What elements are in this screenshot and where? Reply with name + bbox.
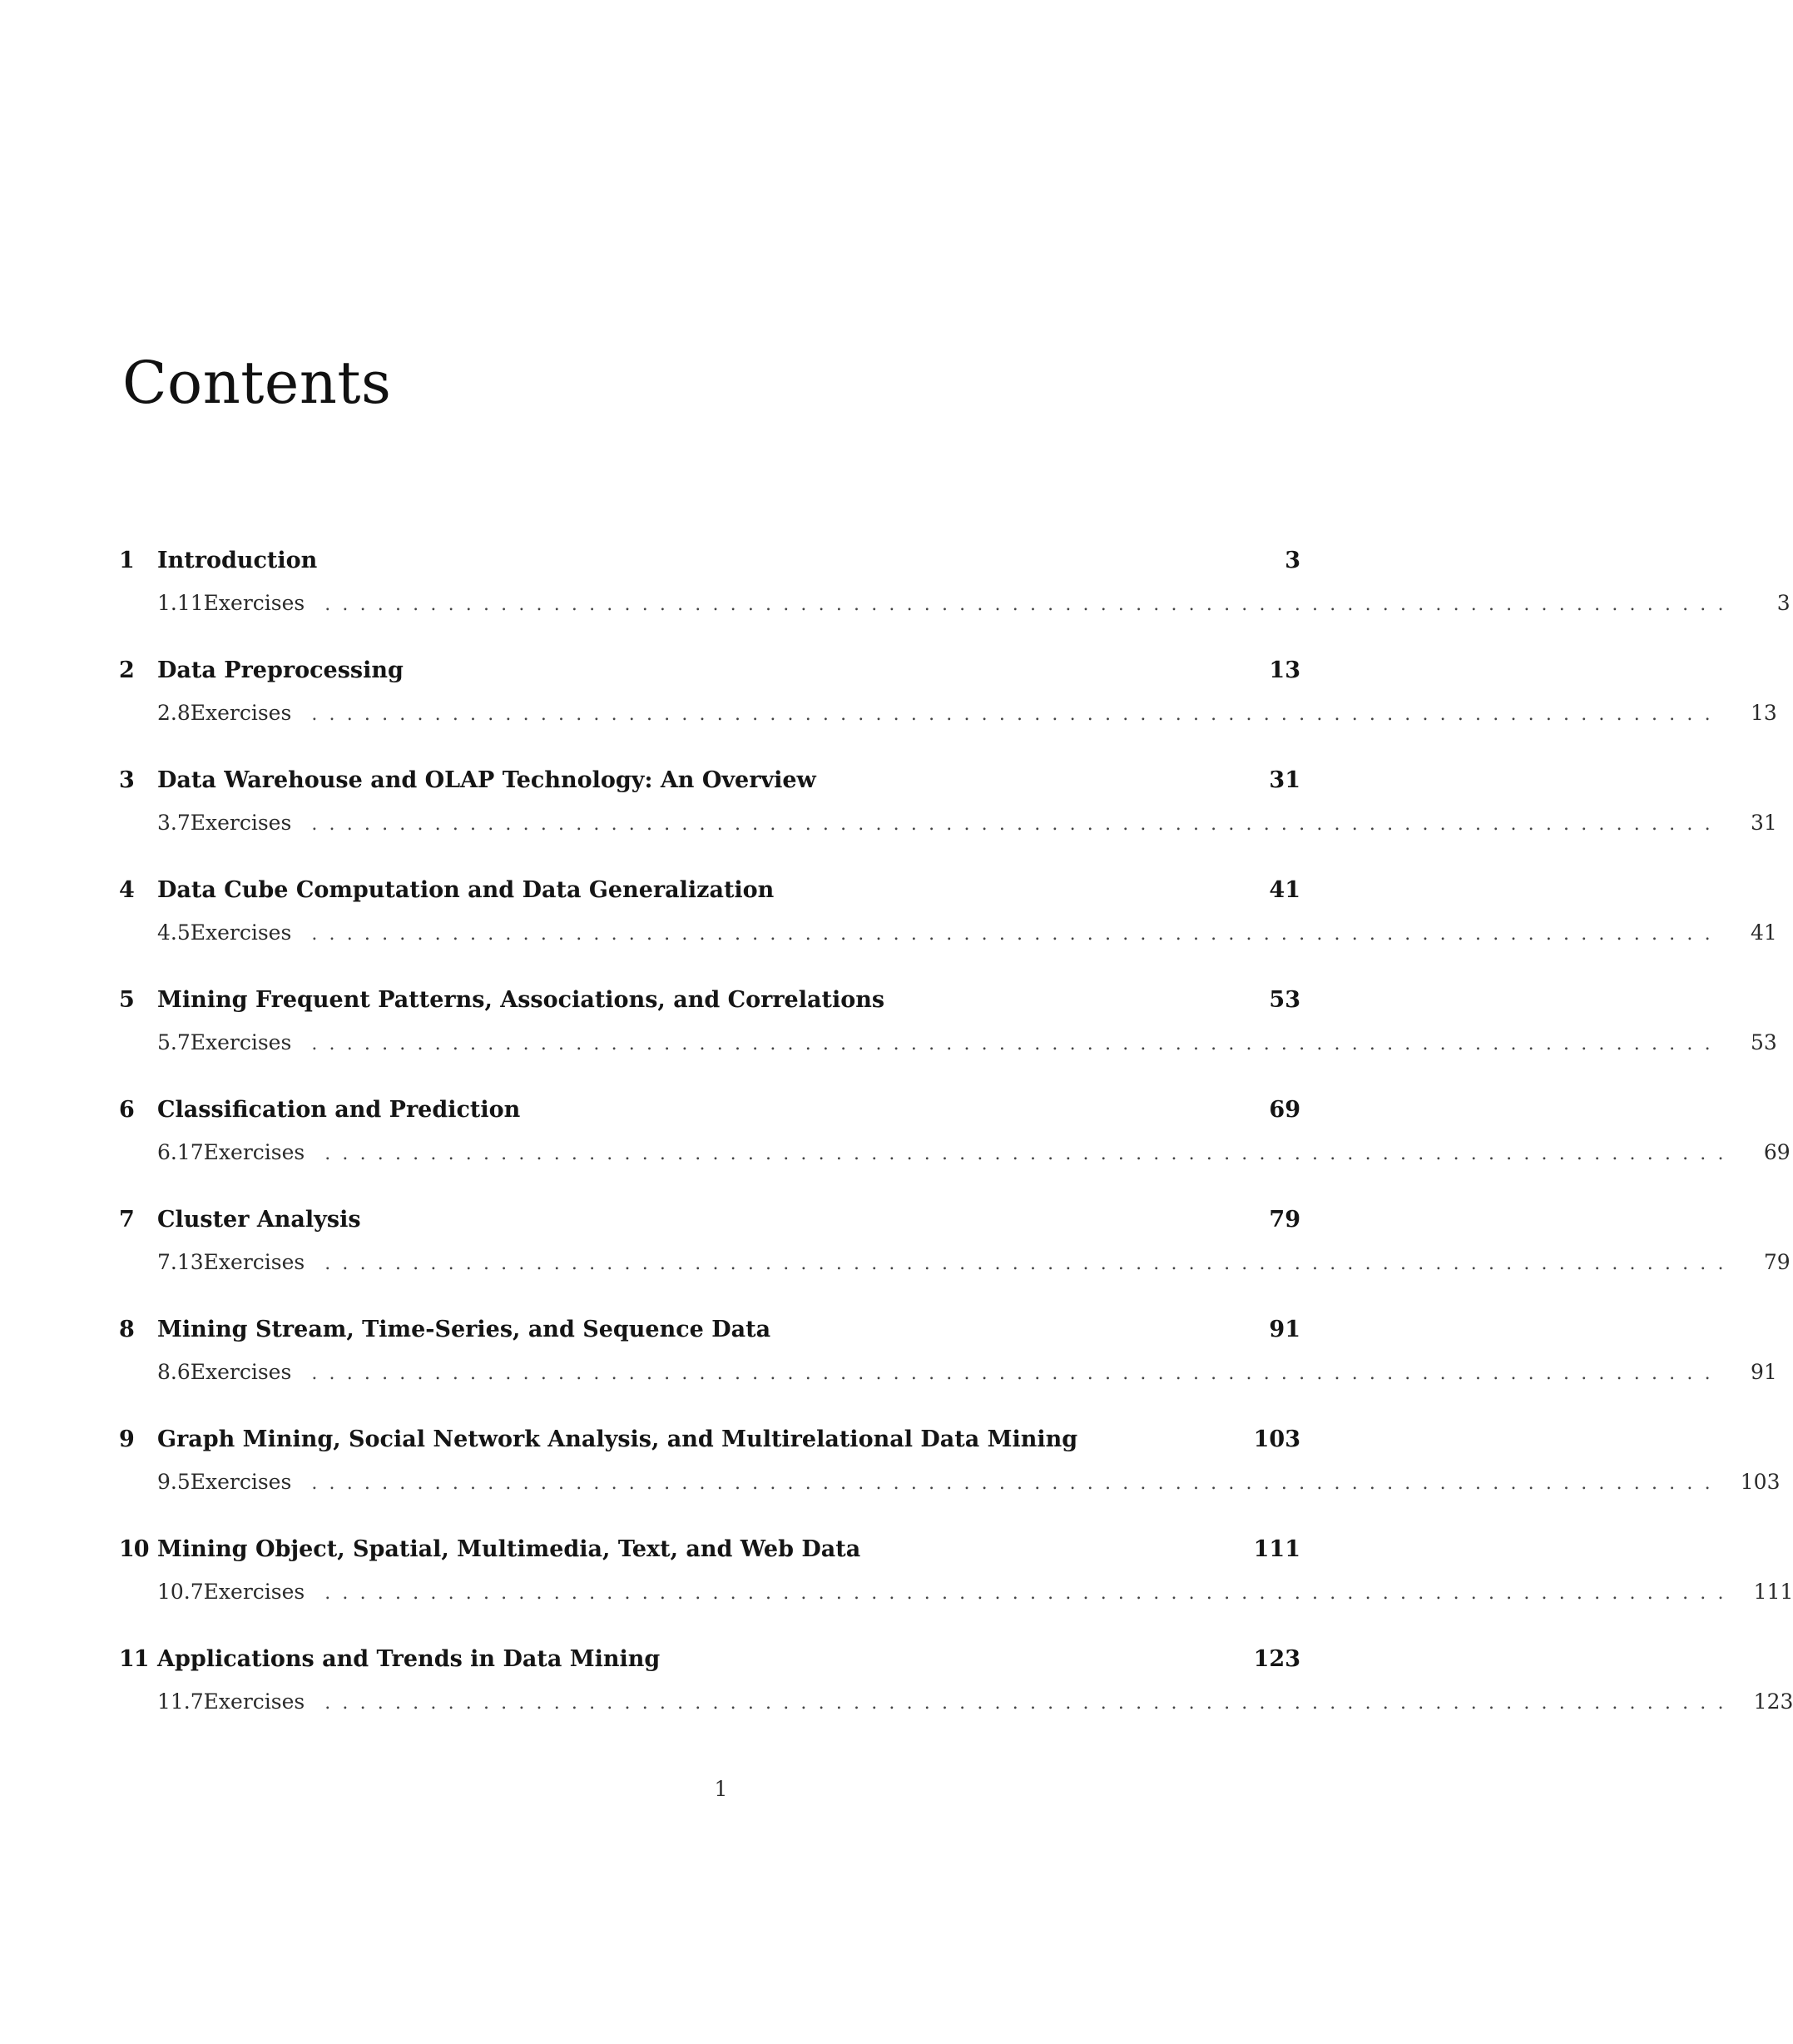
dot-leader: ................................................................................: [311, 1363, 1722, 1384]
dot-leader: ................................................................................: [311, 1034, 1722, 1054]
section-title: Exercises: [203, 591, 305, 615]
chapter-title: Classification and Prediction: [157, 1097, 521, 1123]
chapter-page: 53: [1269, 987, 1300, 1013]
toc-chapter: [119, 767, 1777, 877]
toc-chapter: [119, 1097, 1791, 1207]
chapter-entry[interactable]: [119, 1536, 1300, 1570]
chapter-title: Mining Object, Spatial, Multimedia, Text, and Web Data: [157, 1536, 861, 1562]
chapter-number: 10: [119, 1536, 149, 1562]
section-number: 9.5: [157, 1470, 191, 1494]
section-title: Exercises: [190, 920, 292, 945]
section-page: 31: [1750, 811, 1777, 835]
chapter-page: 79: [1269, 1207, 1300, 1233]
chapter-page: 91: [1269, 1317, 1300, 1342]
toc-chapter: [119, 987, 1777, 1097]
chapter-title: Mining Frequent Patterns, Associations, and Correlations: [157, 987, 885, 1013]
chapter-number: 9: [119, 1426, 135, 1452]
chapter-number: 5: [119, 987, 135, 1013]
section-page: 123: [1753, 1689, 1793, 1714]
toc-chapter: [119, 1207, 1791, 1317]
section-number: 7.13: [157, 1250, 204, 1274]
section-entry[interactable]: [157, 1360, 1777, 1390]
section-number: 10.7: [157, 1580, 204, 1604]
chapter-page: 13: [1269, 657, 1300, 683]
chapter-number: 1: [119, 548, 135, 573]
dot-leader: ................................................................................: [324, 1583, 1736, 1604]
chapter-page: 31: [1269, 767, 1300, 793]
chapter-title: Data Warehouse and OLAP Technology: An Overview: [157, 767, 816, 793]
section-number: 1.11: [157, 591, 204, 615]
section-page: 111: [1753, 1580, 1793, 1604]
chapter-entry[interactable]: [119, 1646, 1300, 1679]
chapter-entry[interactable]: [119, 767, 1300, 801]
chapter-entry[interactable]: [119, 877, 1300, 910]
section-title: Exercises: [190, 811, 292, 835]
section-title: Exercises: [203, 1250, 305, 1274]
section-number: 5.7: [157, 1030, 191, 1054]
section-title: Exercises: [203, 1580, 305, 1604]
section-title: Exercises: [190, 1360, 292, 1384]
section-title: Exercises: [203, 1689, 305, 1714]
chapter-title: Introduction: [157, 548, 318, 573]
section-page: 13: [1750, 701, 1777, 725]
chapter-number: 2: [119, 657, 135, 683]
section-page: 91: [1750, 1360, 1777, 1384]
section-page: 41: [1750, 920, 1777, 945]
section-entry[interactable]: [157, 591, 1791, 621]
section-number: 2.8: [157, 701, 191, 725]
section-page: 69: [1763, 1140, 1791, 1164]
chapter-entry[interactable]: [119, 548, 1300, 581]
section-title: Exercises: [203, 1140, 305, 1164]
section-entry[interactable]: [157, 811, 1777, 841]
toc-chapter: [119, 1646, 1793, 1756]
dot-leader: ................................................................................: [324, 1253, 1736, 1274]
section-entry[interactable]: [157, 1030, 1777, 1060]
section-number: 4.5: [157, 920, 191, 945]
dot-leader: ................................................................................: [324, 1693, 1736, 1714]
section-page: 103: [1740, 1470, 1781, 1494]
dot-leader: ................................................................................: [324, 1144, 1736, 1164]
chapter-number: 3: [119, 767, 135, 793]
chapter-title: Data Preprocessing: [157, 657, 404, 683]
chapter-entry[interactable]: [119, 1207, 1300, 1240]
chapter-number: 7: [119, 1207, 135, 1233]
chapter-title: Cluster Analysis: [157, 1207, 361, 1233]
chapter-entry[interactable]: [119, 987, 1300, 1020]
toc-chapter: [119, 1536, 1793, 1646]
section-page: 53: [1750, 1030, 1777, 1054]
toc-chapter: [119, 548, 1791, 657]
chapter-number: 4: [119, 877, 135, 903]
section-entry[interactable]: [157, 1689, 1793, 1719]
chapter-title: Graph Mining, Social Network Analysis, and Multirelational Data Mining: [157, 1426, 1078, 1452]
dot-leader: ................................................................................: [311, 924, 1722, 945]
section-page: 3: [1776, 591, 1791, 615]
chapter-title: Mining Stream, Time-Series, and Sequence Data: [157, 1317, 771, 1342]
section-entry[interactable]: [157, 920, 1777, 950]
toc-chapter: [119, 657, 1777, 767]
chapter-title: Applications and Trends in Data Mining: [157, 1646, 661, 1672]
section-number: 3.7: [157, 811, 191, 835]
section-entry[interactable]: [157, 1470, 1781, 1500]
chapter-title: Data Cube Computation and Data Generalization: [157, 877, 775, 903]
chapter-entry[interactable]: [119, 1097, 1300, 1130]
table-of-contents: [119, 548, 1793, 1756]
section-page: 79: [1763, 1250, 1791, 1274]
toc-chapter: [119, 1317, 1777, 1426]
chapter-page: 123: [1253, 1646, 1300, 1672]
section-title: Exercises: [190, 1030, 292, 1054]
section-entry[interactable]: [157, 1140, 1791, 1170]
chapter-entry[interactable]: [119, 657, 1300, 691]
page-number: 1: [714, 1777, 728, 1801]
section-title: Exercises: [190, 1470, 292, 1494]
chapter-entry[interactable]: [119, 1426, 1300, 1460]
page-title: Contents: [122, 349, 392, 417]
chapter-page: 111: [1253, 1536, 1300, 1562]
chapter-entry[interactable]: [119, 1317, 1300, 1350]
section-entry[interactable]: [157, 1580, 1793, 1610]
toc-chapter: [119, 877, 1777, 987]
dot-leader: ................................................................................: [324, 594, 1736, 615]
chapter-page: 41: [1269, 877, 1300, 903]
section-number: 6.17: [157, 1140, 204, 1164]
chapter-number: 11: [119, 1646, 149, 1672]
section-number: 8.6: [157, 1360, 191, 1384]
chapter-number: 8: [119, 1317, 135, 1342]
section-entry[interactable]: [157, 1250, 1791, 1280]
chapter-page: 3: [1285, 548, 1300, 573]
chapter-number: 6: [119, 1097, 135, 1123]
section-title: Exercises: [190, 701, 292, 725]
dot-leader: ................................................................................: [311, 704, 1722, 725]
section-entry[interactable]: [157, 701, 1777, 731]
dot-leader: ................................................................................: [311, 814, 1722, 835]
dot-leader: ................................................................................: [311, 1473, 1722, 1494]
toc-chapter: [119, 1426, 1781, 1536]
section-number: 11.7: [157, 1689, 204, 1714]
chapter-page: 103: [1253, 1426, 1300, 1452]
chapter-page: 69: [1269, 1097, 1300, 1123]
